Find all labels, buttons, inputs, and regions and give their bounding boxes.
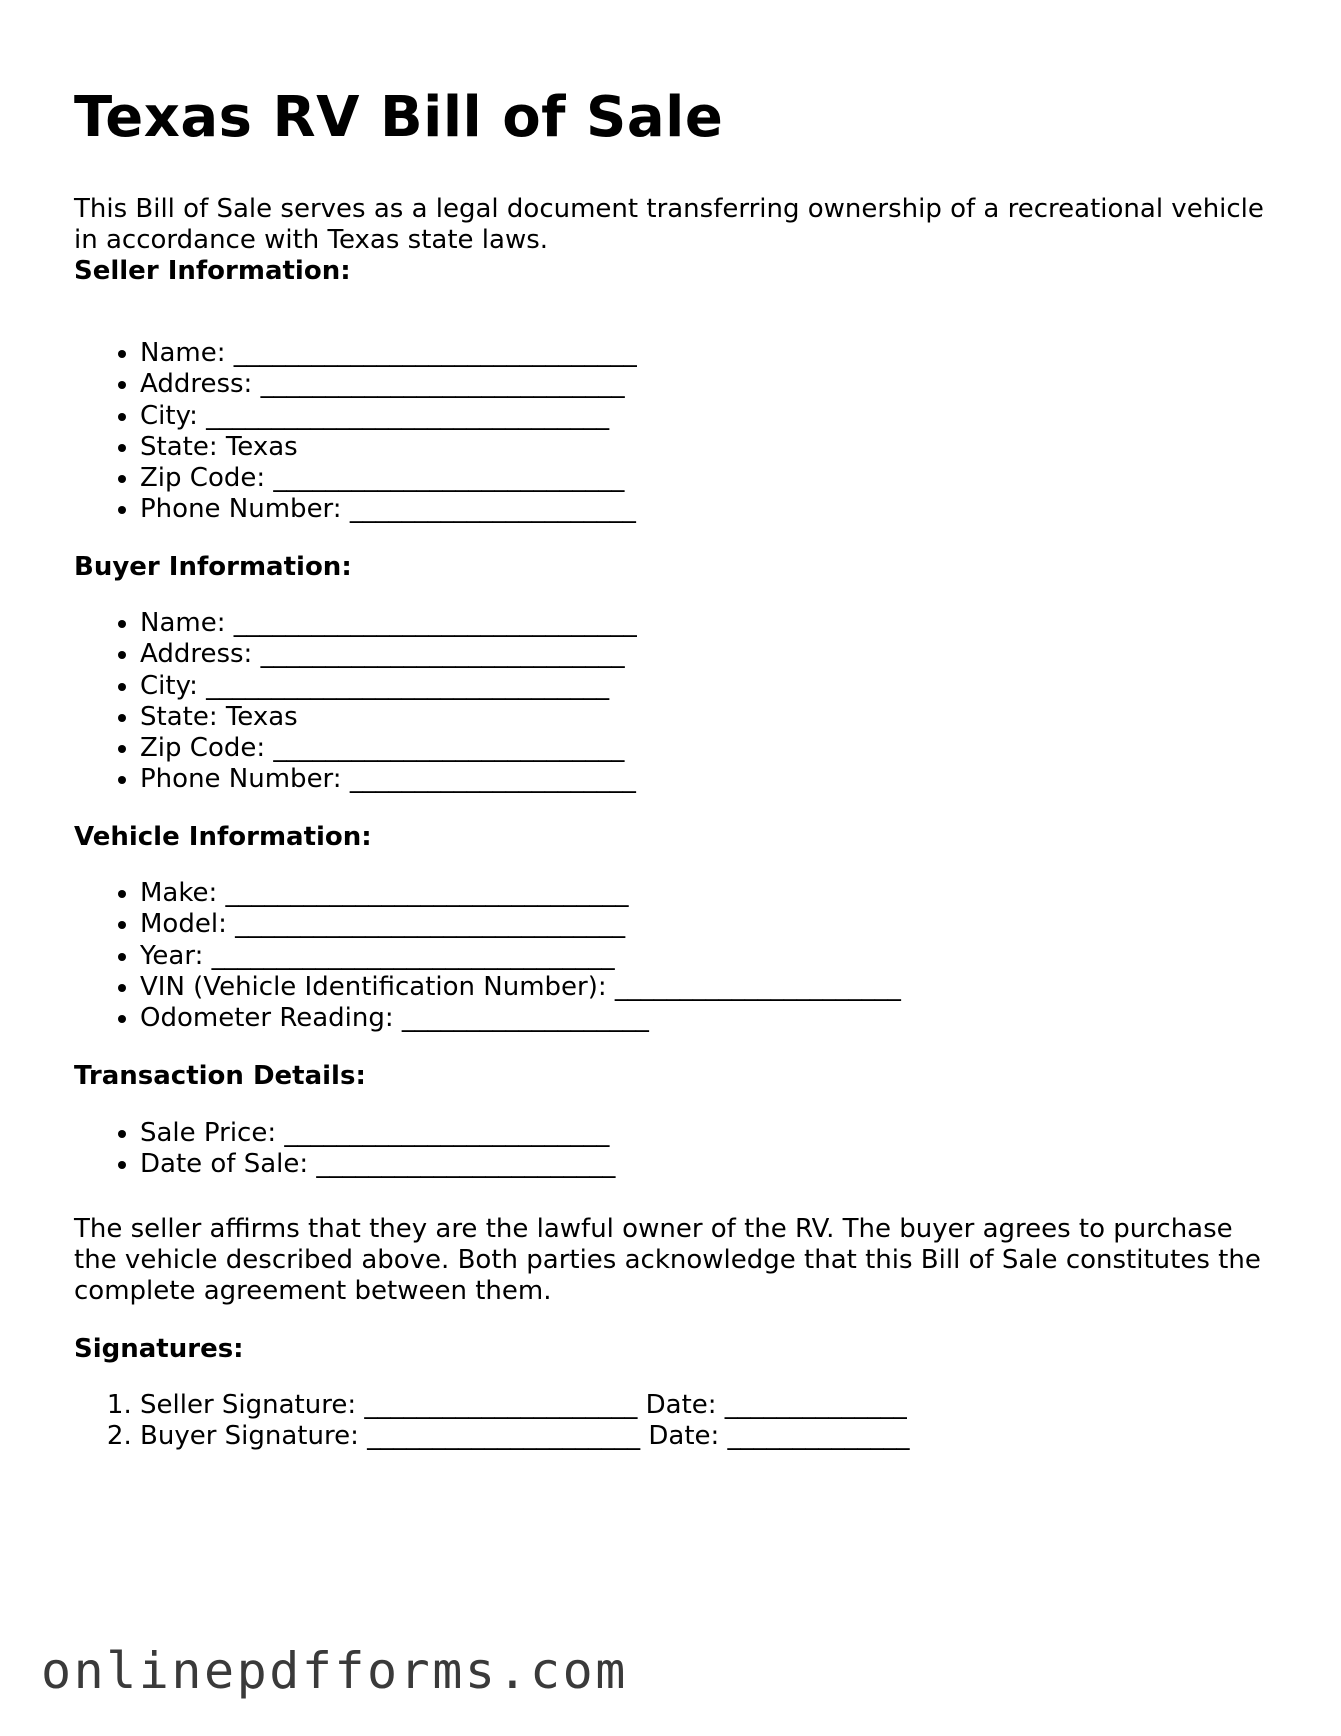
vehicle-year-field: • Year: _______________________________: [140, 941, 901, 972]
seller-phone-field: • Phone Number: ______________________: [140, 494, 637, 525]
signatures-list: [74, 1390, 910, 1453]
vehicle-section-heading: Vehicle Information:: [74, 822, 372, 852]
date-of-sale-field: • Date of Sale: _______________________: [140, 1149, 615, 1180]
vehicle-vin-field: • VIN (Vehicle Identification Number): ______________________: [140, 972, 901, 1003]
buyer-signature-line: 2. Buyer Signature: _____________________ Date: ______________: [140, 1421, 910, 1452]
seller-address-field: • Address: ____________________________: [140, 369, 637, 400]
seller-name-field: • Name: _______________________________: [140, 338, 637, 369]
watermark: onlinepdfforms.com: [41, 1642, 628, 1700]
buyer-phone-field: • Phone Number: ______________________: [140, 764, 637, 795]
buyer-fields-list: [74, 608, 637, 796]
seller-signature-line: 1. Seller Signature: _____________________ Date: ______________: [140, 1390, 910, 1421]
buyer-city-field: • City: _______________________________: [140, 671, 637, 702]
seller-state-field: • State: Texas: [140, 432, 637, 463]
transaction-fields-list: [74, 1118, 615, 1181]
buyer-state-field: • State: Texas: [140, 702, 637, 733]
buyer-zip-field: • Zip Code: ___________________________: [140, 733, 637, 764]
sale-price-field: • Sale Price: _________________________: [140, 1118, 615, 1149]
buyer-name-field: • Name: _______________________________: [140, 608, 637, 639]
transaction-section-heading: Transaction Details:: [74, 1061, 366, 1091]
vehicle-make-field: • Make: _______________________________: [140, 878, 901, 909]
vehicle-fields-list: [74, 878, 901, 1034]
signatures-section-heading: Signatures:: [74, 1334, 244, 1364]
seller-city-field: • City: _______________________________: [140, 401, 637, 432]
vehicle-odometer-field: • Odometer Reading: ___________________: [140, 1003, 901, 1034]
vehicle-model-field: • Model: ______________________________: [140, 909, 901, 940]
page-title: Texas RV Bill of Sale: [74, 85, 724, 150]
seller-fields-list: [74, 338, 637, 526]
affirmation-paragraph: The seller affirms that they are the lawful owner of the RV. The buyer agrees to purchase the vehicle described above. Both parties acknowledge that this Bill of Sale constitutes the complete agreement between them.: [74, 1214, 1261, 1306]
buyer-address-field: • Address: ____________________________: [140, 639, 637, 670]
seller-zip-field: • Zip Code: ___________________________: [140, 463, 637, 494]
buyer-section-heading: Buyer Information:: [74, 552, 352, 582]
intro-paragraph: This Bill of Sale serves as a legal document transferring ownership of a recreational vehicle in accordance with Texas state laws.: [74, 194, 1264, 255]
seller-section-heading: Seller Information:: [74, 256, 351, 286]
